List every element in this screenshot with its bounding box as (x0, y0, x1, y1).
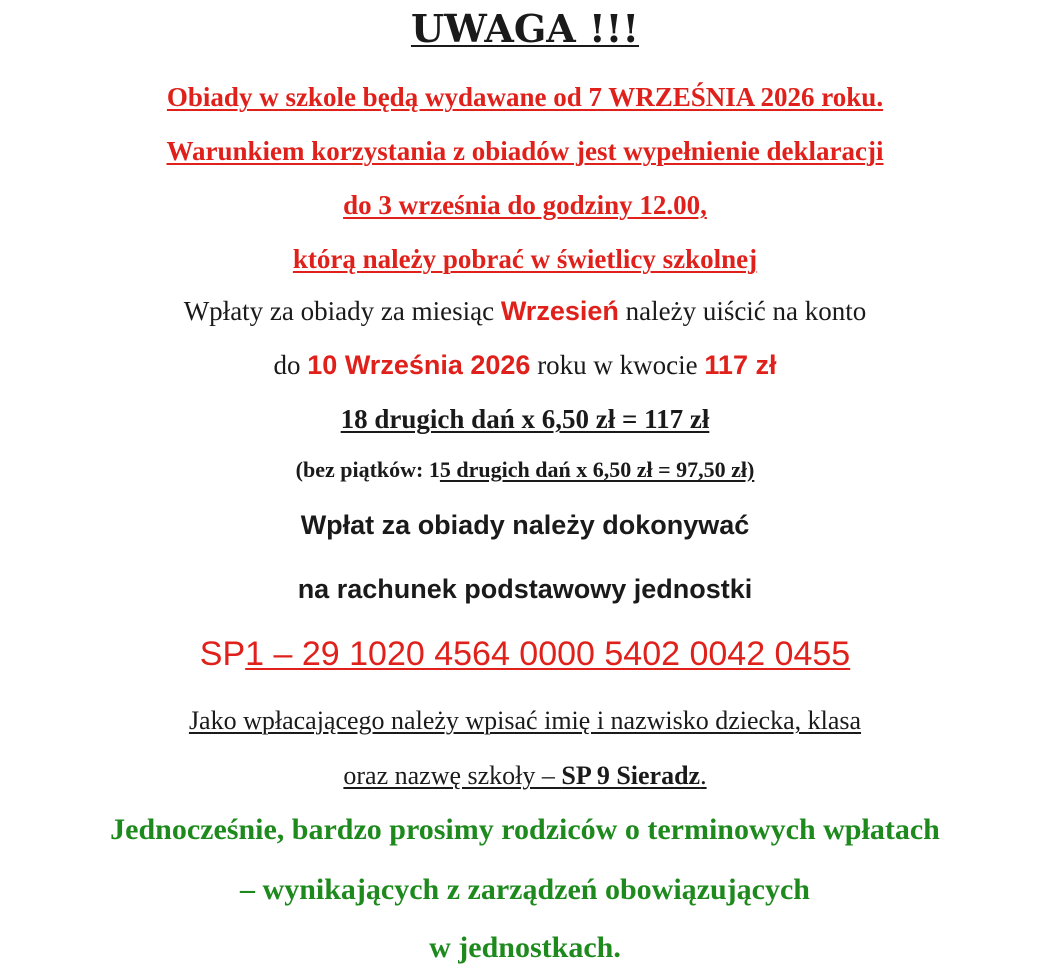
payment-month: Wrzesień (500, 296, 619, 326)
payment-calc-alt-underlined: 5 drugich dań x 6,50 zł = 97,50 zł) (439, 457, 755, 482)
payer-line-2-post: . (700, 761, 707, 790)
announcement-line-2: Warunkiem korzystania z obiadów jest wypełnienie deklaracji (166, 136, 884, 166)
payment-line-1-post: należy uiścić na konto (618, 296, 867, 326)
announcement-line-1: Obiady w szkole będą wydawane od 7 WRZEŚNIA 2026 roku. (166, 82, 884, 112)
closing-line-2: – wynikających z zarządzeń obowiązujących (240, 873, 810, 906)
payment-amount: 117 zł (704, 350, 777, 380)
payer-line-1: Jako wpłacającego należy wpisać imię i nazwisko dziecka, klasa (188, 706, 862, 735)
payment-line-2-pre: do (273, 350, 308, 380)
payment-line-1-pre: Wpłaty za obiady za miesiąc (183, 296, 501, 326)
school-name: SP 9 Sieradz (561, 761, 701, 790)
announcement-line-4: którą należy pobrać w świetlicy szkolnej (292, 244, 758, 274)
page-title: UWAGA !!! (410, 6, 640, 51)
payment-line-1 (0, 298, 1050, 325)
account-info-2: na rachunek podstawowy jednostki (297, 574, 753, 604)
account-number-underlined: 1 – 29 1020 4564 0000 5402 0042 0455 (245, 635, 851, 673)
account-info-1: Wpłat za obiady należy dokonywać (300, 510, 750, 540)
payment-calculation: 18 drugich dań x 6,50 zł = 117 zł (340, 404, 710, 434)
payer-line-2 (0, 763, 1050, 789)
payment-line-2-mid: roku w kwocie (530, 350, 705, 380)
closing-line-1: Jednocześnie, bardzo prosimy rodziców o terminowych wpłatach (110, 813, 940, 846)
payment-calc-alt-pre: (bez piątków: 1 (295, 457, 440, 482)
payment-calculation-alt (0, 459, 1050, 481)
payment-deadline: 10 Września 2026 (307, 350, 531, 380)
announcement-line-3: do 3 września do godziny 12.00, (343, 190, 707, 220)
payment-line-2 (0, 352, 1050, 379)
account-number (0, 637, 1050, 671)
account-number-pre: SP (199, 635, 246, 673)
closing-line-3: w jednostkach. (429, 931, 621, 964)
payer-line-2-pre: oraz nazwę szkoły – (343, 761, 562, 790)
